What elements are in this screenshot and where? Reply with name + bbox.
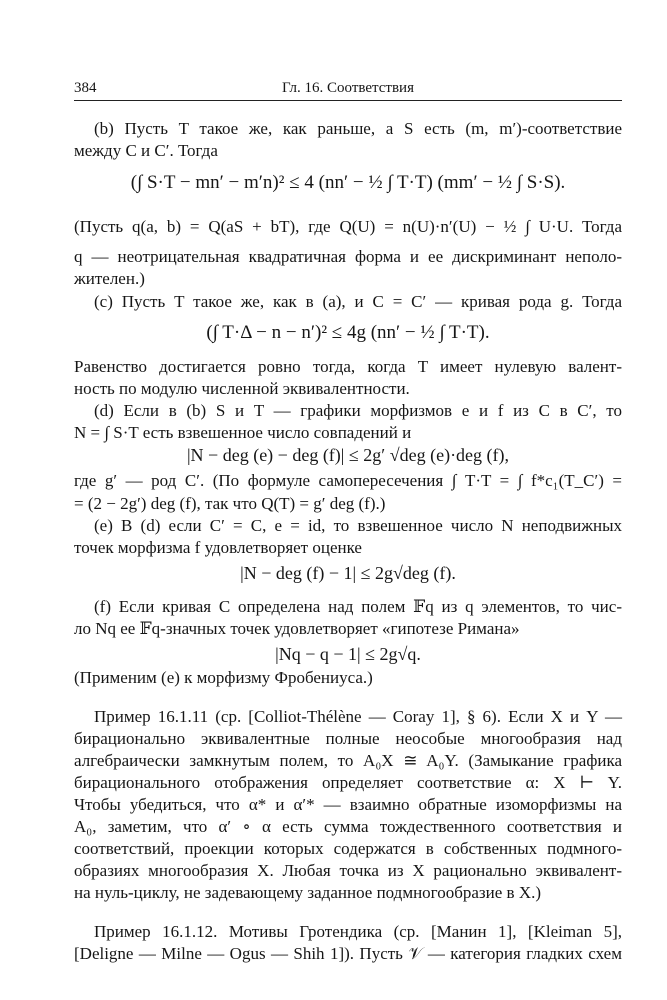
text-line: соответствий, проекции которых содержатся в собственных подмного- bbox=[74, 839, 622, 858]
text-line: жителен.) bbox=[74, 269, 145, 288]
text-line: на нуль-циклу, не задевающему заданное подмногообразие в X.) bbox=[74, 883, 542, 902]
text-line: образиях многообразия X. Любая точка из X рационально эквивалент- bbox=[74, 861, 622, 880]
text-line: = (2 − 2g′) deg (f), так что Q(T) = g′ deg (f).) bbox=[74, 494, 386, 513]
display-formula: |N − deg (f) − 1| ≤ 2g√deg (f). bbox=[240, 563, 456, 583]
text-line: ность по модулю численной эквивалентности. bbox=[74, 379, 410, 398]
text-line: между C и C′. Тогда bbox=[74, 141, 218, 160]
text-line: бирационального отображения определяет соответствие α: X ⊢ Y. bbox=[74, 773, 622, 792]
page-header bbox=[74, 78, 622, 101]
page-number: 384 bbox=[74, 80, 97, 96]
example-heading-line: Пример 16.1.11 (ср. [Colliot-Thélène — Coray 1], § 6). Если X и Y — bbox=[94, 707, 622, 726]
text-line: (Применим (e) к морфизму Фробениуса.) bbox=[74, 668, 373, 687]
running-title: Гл. 16. Соответствия bbox=[281, 80, 414, 96]
example-heading-line: Пример 16.1.12. Мотивы Гротендика (ср. [Манин 1], [Kleiman 5], bbox=[94, 922, 622, 941]
text-line: (Пусть q(a, b) = Q(aS + bT), где Q(U) = n(U)·n′(U) − ½ ∫ U·U. Тогда bbox=[74, 217, 622, 236]
text-line: (b) Пусть T такое же, как раньше, а S есть (m, m′)-соответствие bbox=[94, 119, 622, 138]
text-line: Равенство достигается ровно тогда, когда T имеет нулевую валент- bbox=[74, 357, 622, 376]
text-line: Чтобы убедиться, что α* и α′* — взаимно обратные изоморфизмы на bbox=[74, 795, 622, 814]
text-line: бирационально эквивалентные полные неособые многообразия над bbox=[74, 729, 622, 748]
text-line: алгебраически замкнутым полем, то A₀X ≅ A₀Y. (Замыкание графика bbox=[74, 751, 622, 770]
display-formula: (∫ T·Δ − n − n′)² ≤ 4g (nn′ − ½ ∫ T·T). bbox=[206, 322, 490, 343]
text-line: A₀, заметим, что α′ ∘ α есть сумма тождественного соответствия и bbox=[74, 817, 622, 836]
text-line: (f) Если кривая C определена над полем 𝔽q из q элементов, то чис- bbox=[94, 597, 622, 616]
text-line: [Deligne — Milne — Ogus — Shih 1]). Пусть 𝒱 — категория гладких схем bbox=[74, 944, 622, 963]
text-line: q — неотрицательная квадратичная форма и ее дискриминант неполо- bbox=[74, 247, 622, 266]
text-line: точек морфизма f удовлетворяет оценке bbox=[74, 538, 362, 557]
display-formula: |N − deg (e) − deg (f)| ≤ 2g′ √deg (e)·deg (f), bbox=[186, 445, 510, 465]
text-line: N = ∫ S·T есть взвешенное число совпадений и bbox=[74, 423, 412, 442]
text-line: (d) Если в (b) S и T — графики морфизмов e и f из C в C′, то bbox=[94, 401, 622, 420]
text-line: (c) Пусть T такое же, как в (a), и C = C′ — кривая рода g. Тогда bbox=[94, 292, 622, 311]
display-formula: (∫ S·T − mn′ − m′n)² ≤ 4 (nn′ − ½ ∫ T·T) (mm′ − ½ ∫ S·S). bbox=[130, 172, 566, 193]
text-line: (e) В (d) если C′ = C, e = id, то взвешенное число N неподвижных bbox=[94, 516, 622, 535]
text-line: ло Nq ее 𝔽q-значных точек удовлетворяет «гипотезе Римана» bbox=[74, 619, 520, 638]
text-line: где g′ — род C′. (По формуле самопересечения ∫ T·T = ∫ f*c₁(T_C′) = bbox=[74, 471, 622, 490]
display-formula: |Nq − q − 1| ≤ 2g√q. bbox=[275, 644, 421, 664]
